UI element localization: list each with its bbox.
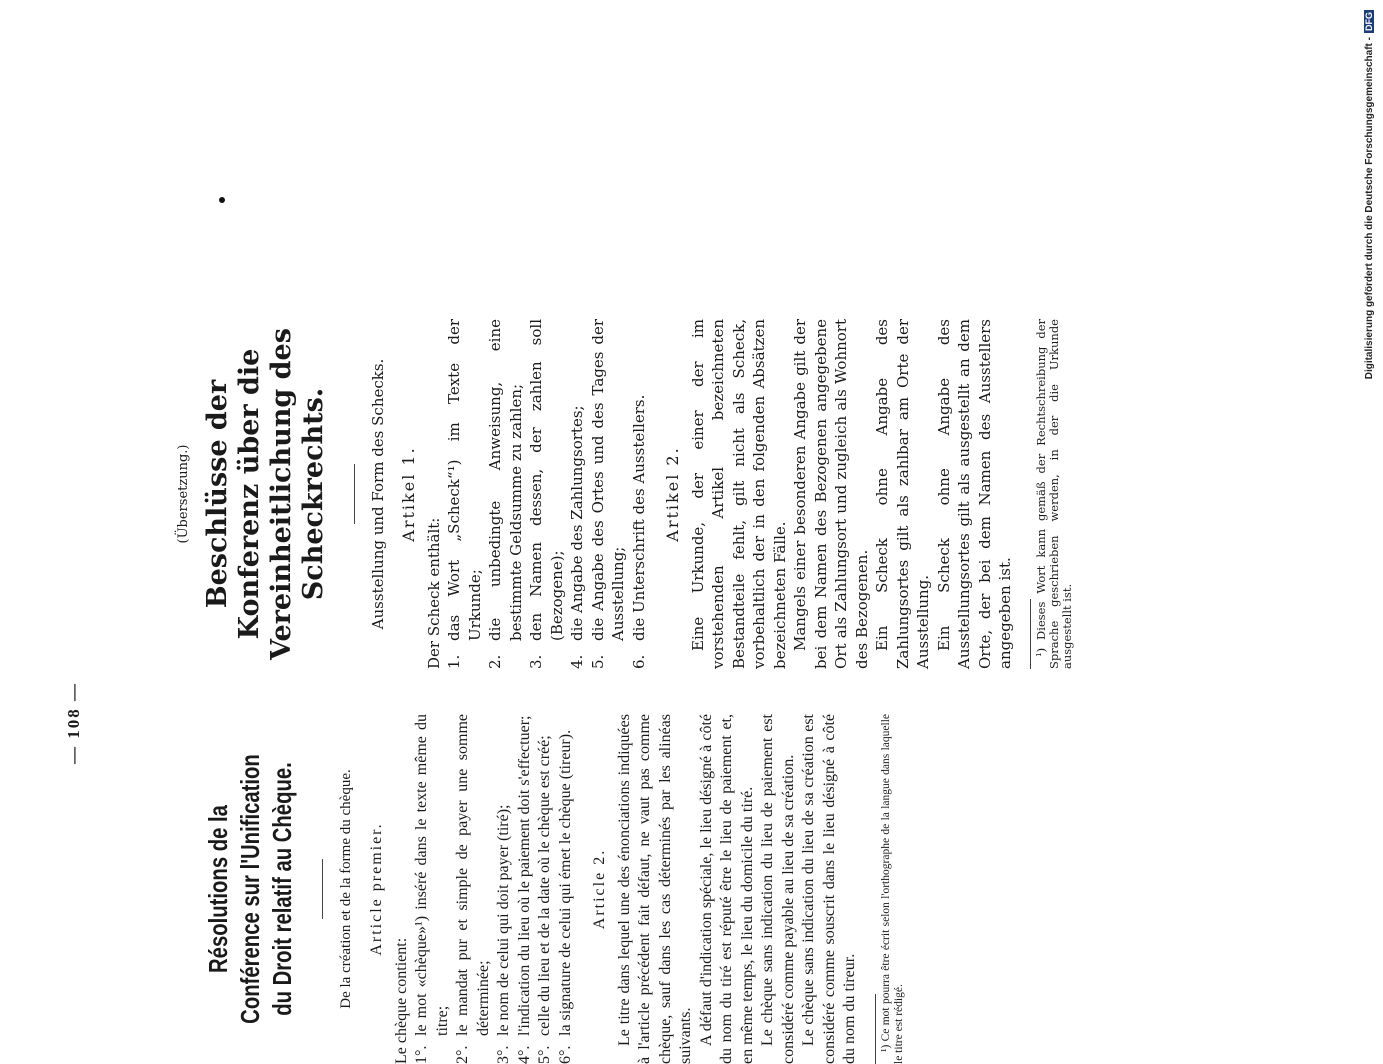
german-intro: Der Scheck enthält: <box>424 517 443 669</box>
german-translation-note: (Übersetzung.) <box>176 444 191 544</box>
french-title: Résolutions de la Conférence sur l'Unification du Droit relatif au Chèque. <box>203 754 297 1024</box>
list-item: 3°. le nom de celui qui doit payer (tiré); <box>495 804 512 1064</box>
list-item: 4°. l'indication du lieu où le paiement doit s'effectuer; <box>515 715 533 1064</box>
ink-speck <box>219 197 225 203</box>
german-article-1-heading: Artikel 1. <box>399 446 418 542</box>
list-item: 1°. le mot «chèque»¹) inséré dans le texte même du titre; <box>413 714 451 1064</box>
french-paragraph: Le chèque sans indication du lieu de sa création est considéré comme souscrit dans le lieu désigné à côté du nom du tireur. <box>800 714 858 1064</box>
list-item: 2. die unbedingte Anweisung, eine bestimmte Geldsumme zu zahlen; <box>486 319 525 669</box>
german-footnote: ¹) Dieses Wort kann gemäß der Rechtschreibung der Sprache geschrieben werden, in der die Urkunde ausgestellt ist. <box>1033 319 1074 669</box>
list-item: 5°. celle du lieu et de la date où le chèque est créé; <box>536 735 553 1064</box>
french-item-list <box>412 714 576 1064</box>
french-paragraph: Le titre dans lequel une des énonciations indiquées à l'article précédent fait défaut, ne vaut pas comme chèque, sauf dans les cas déterminés par les alinéas suivants. <box>615 714 694 1064</box>
list-item: 4. die Angabe des Zahlungsortes; <box>568 405 586 669</box>
german-paragraph: Eine Urkunde, der einer der im vorstehenden Artikel bezeichneten Bestandteile fehlt, gilt nicht als Scheck, vorbehaltlich der in den folgenden Absätzen bezeichneten Fälle. <box>688 319 789 669</box>
german-item-list <box>444 319 649 669</box>
french-paragraph: Le chèque sans indication du lieu de paiement est considéré comme payable au lieu de sa création. <box>759 714 797 1064</box>
french-paragraph: A défaut d'indication spéciale, le lieu désigné à côté du nom du tiré est réputé être le lieu de paiement et, en même temps, le lieu du domicile du tiré. <box>697 714 756 1064</box>
german-section-heading: Ausstellung und Form des Schecks. <box>369 358 387 630</box>
french-article-1-heading: Article premier. <box>368 822 385 956</box>
german-paragraph: Ein Scheck ohne Angabe des Ausstellungsortes gilt als ausgestellt an dem Orte, der bei dem Namen des Ausstellers angegeben ist. <box>934 319 1014 669</box>
german-title: Beschlüsse der Konferenz über die Vereinheitlichung des Scheckrechts. <box>202 328 329 660</box>
list-item: 6°. la signature de celui qui émet le chèque (tireur). <box>556 729 574 1064</box>
dfg-logo: DFG <box>1364 12 1374 31</box>
french-intro: Le chèque contient: <box>392 937 410 1064</box>
page-header <box>64 304 104 1064</box>
german-column <box>174 319 1074 669</box>
french-column <box>174 714 906 1064</box>
credit-text: Digitalisierung gefördert durch die Deutsche Forschungsgemeinschaft - <box>1363 37 1375 380</box>
digitization-credit <box>1362 10 1376 390</box>
german-paragraph: Ein Scheck ohne Angabe des Zahlungsortes gilt als zahlbar am Orte der Ausstellung. <box>873 319 932 669</box>
french-section-heading: De la création et de la forme du chèque. <box>338 769 354 1009</box>
footnote-divider <box>1030 599 1031 669</box>
footnote-divider <box>875 994 876 1064</box>
french-footnote: ¹) Ce mot pourra être écrit selon l'orthographe de la langue dans laquelle le titre est rédigé. <box>879 714 905 1064</box>
divider <box>354 464 355 524</box>
page-number: — 108 — <box>64 682 83 764</box>
list-item: 3. den Namen dessen, der zahlen soll (Bezogene); <box>527 319 566 669</box>
divider <box>322 859 323 919</box>
list-item: 5. die Angabe des Ortes und des Tages der Ausstellung; <box>588 319 627 669</box>
document-page <box>64 304 1174 1064</box>
list-item: 6. die Unterschrift des Ausstellers. <box>629 394 648 669</box>
list-item: 1. das Wort „Scheck“¹) im Texte der Urkunde; <box>445 319 484 669</box>
german-paragraph: Mangels einer besonderen Angabe gilt der bei dem Namen des Bezogenen angegebene Ort als Zahlungsort und zugleich als Wohnort des Bezogenen. <box>791 319 871 669</box>
list-item: 2°. le mandat pur et simple de payer une somme déterminée; <box>454 714 492 1064</box>
french-article-2-heading: Article 2. <box>591 848 608 930</box>
german-article-2-heading: Artikel 2. <box>663 446 682 542</box>
